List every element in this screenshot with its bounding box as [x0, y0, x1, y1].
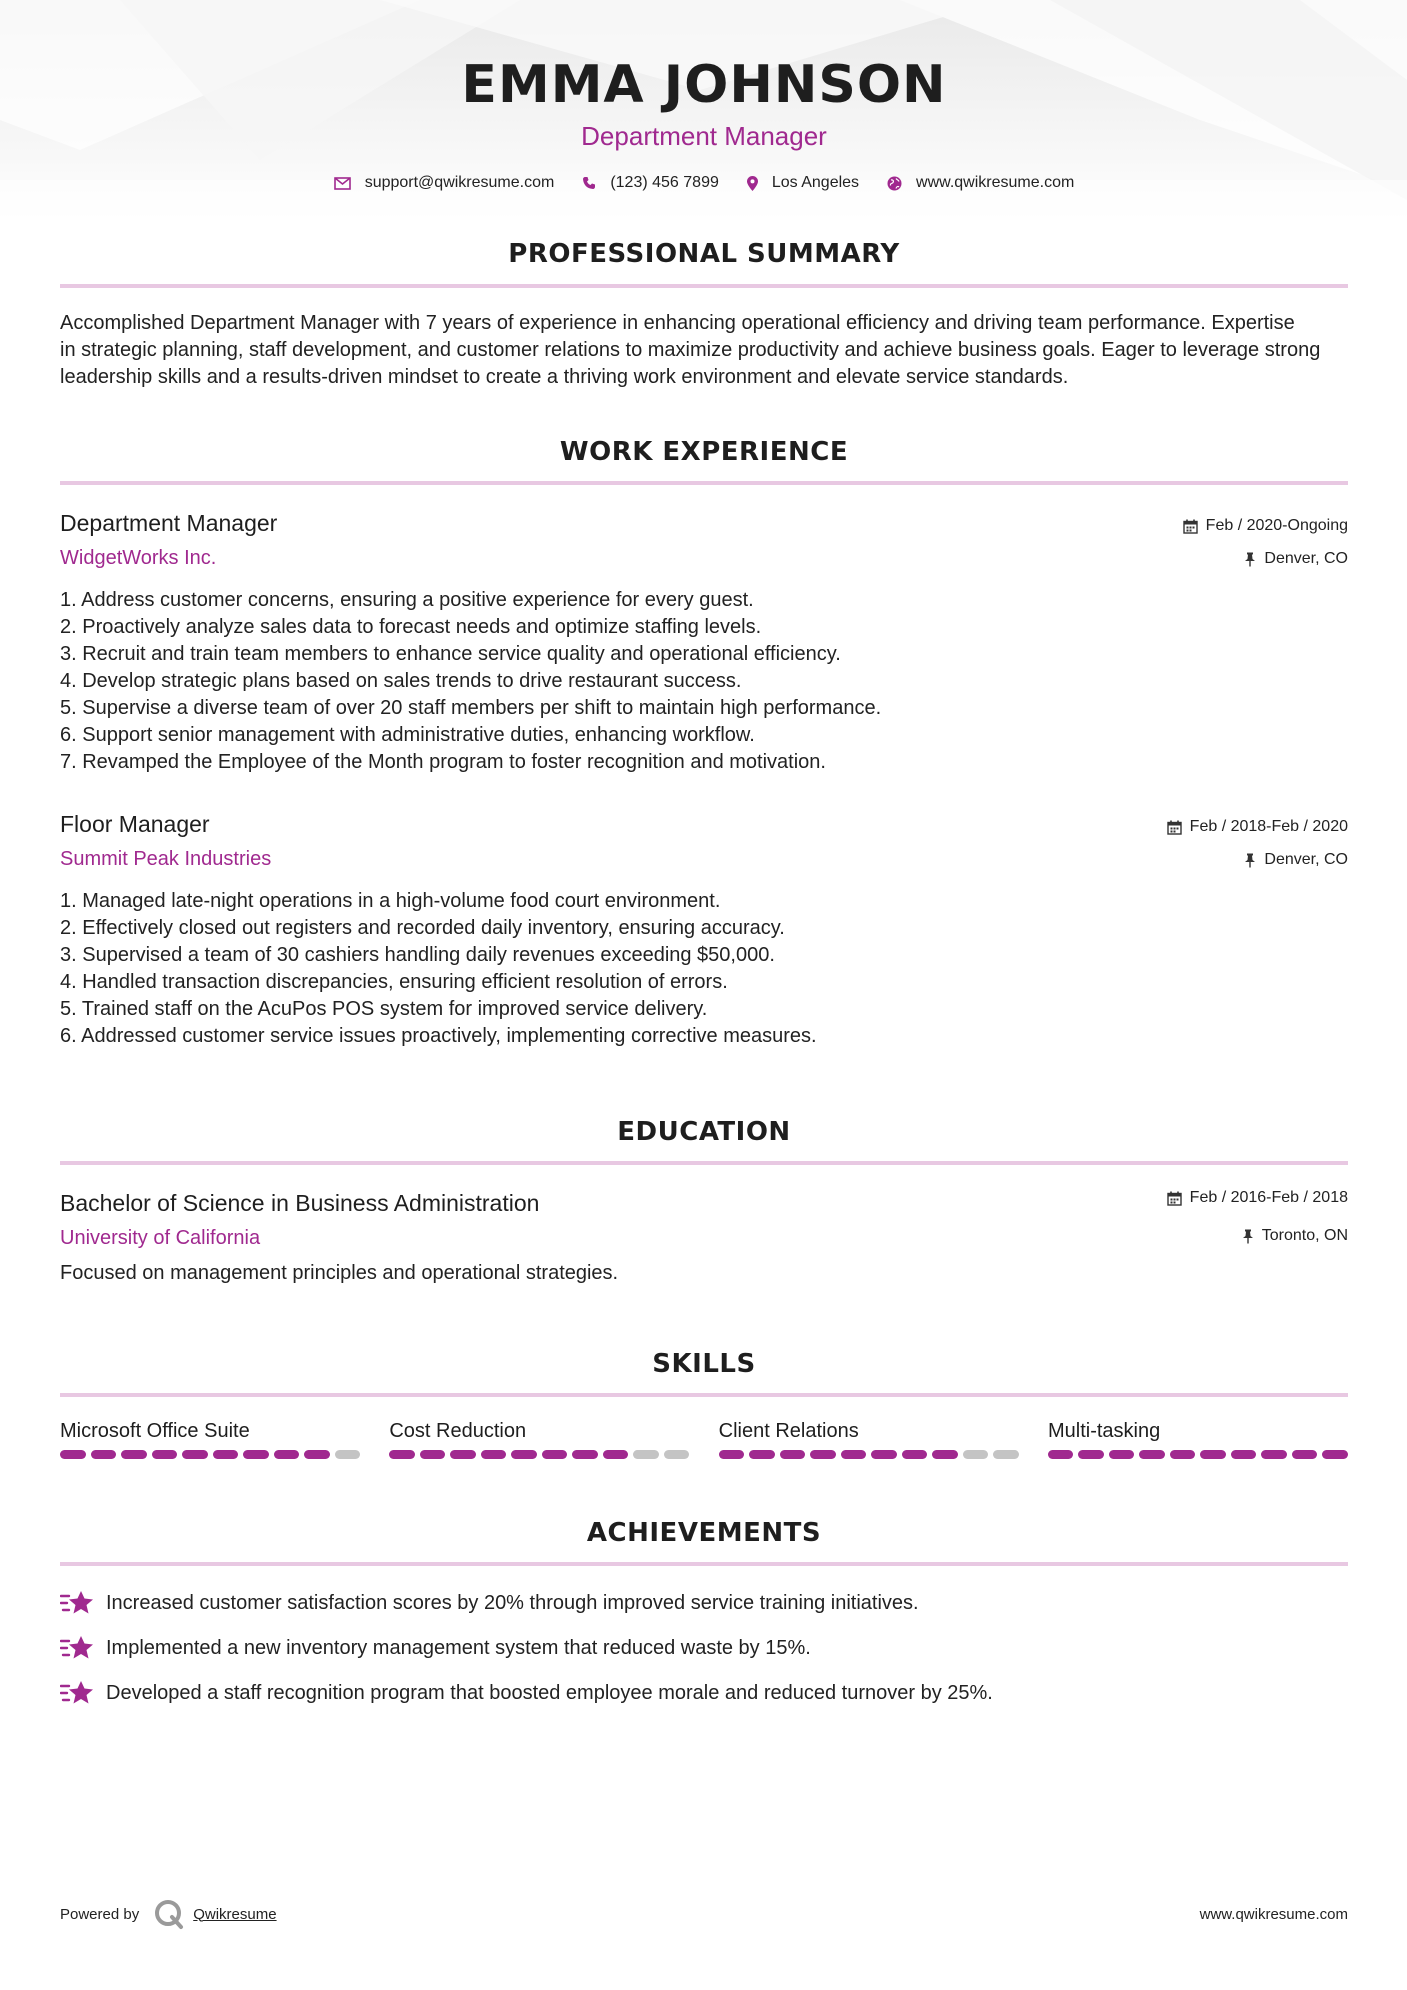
- skill-segment-filled: [1170, 1450, 1196, 1459]
- skill-segment-filled: [719, 1450, 745, 1459]
- skill-segment-filled: [182, 1450, 208, 1459]
- pushpin-icon: [1244, 552, 1256, 567]
- job-location: [1244, 851, 1348, 869]
- contact-location: [747, 174, 859, 192]
- summary-line: Accomplished Department Manager with 7 years of experience in enhancing operational efficiency and driving team performance. Expertise: [60, 312, 1295, 334]
- skill-segment-empty: [335, 1450, 361, 1459]
- skills-divider: [60, 1393, 1348, 1397]
- skill-level-bar: [1048, 1450, 1348, 1459]
- job-date-text: Feb / 2018-Feb / 2020: [1189, 818, 1348, 835]
- job-title: Department Manager: [60, 510, 278, 536]
- job-responsibilities: [60, 888, 817, 1050]
- summary-divider: [60, 284, 1348, 288]
- shooting-star-icon: [60, 1590, 94, 1616]
- skill-segment-filled: [1292, 1450, 1318, 1459]
- skill-segment-filled: [932, 1450, 958, 1459]
- job-date: [1183, 517, 1348, 535]
- calendar-icon: [1167, 1191, 1182, 1206]
- skill-segment-filled: [603, 1450, 629, 1459]
- list-item: 5. Trained staff on the AcuPos POS system for improved service delivery.: [60, 998, 708, 1020]
- skill-segment-filled: [542, 1450, 568, 1459]
- header-background-shapes: [0, 0, 1407, 230]
- list-item: 2. Effectively closed out registers and recorded daily inventory, ensuring accuracy.: [60, 917, 785, 939]
- achievement-text: Increased customer satisfaction scores by 20% through improved service training initiatives.: [106, 1591, 919, 1614]
- education-heading: EDUCATION: [617, 1117, 791, 1147]
- qwikresume-link[interactable]: Qwikresume: [193, 1905, 277, 1923]
- skill-segment-filled: [572, 1450, 598, 1459]
- skill-level-bar: [719, 1450, 1019, 1459]
- skill-level-bar: [60, 1450, 360, 1459]
- skill-name: Client Relations: [718, 1420, 859, 1442]
- list-item: 3. Supervised a team of 30 cashiers handling daily revenues exceeding $50,000.: [60, 944, 775, 966]
- education-degree: Bachelor of Science in Business Administration: [60, 1190, 540, 1216]
- list-item: 5. Supervise a diverse team of over 20 staff members per shift to maintain high performance.: [60, 697, 882, 719]
- contact-phone[interactable]: [582, 174, 719, 192]
- skill-item: [719, 1420, 1019, 1459]
- list-item: 4. Develop strategic plans based on sales trends to drive restaurant success.: [60, 670, 742, 692]
- achievement-item: [60, 1635, 811, 1661]
- experience-divider: [60, 481, 1348, 485]
- skill-segment-filled: [420, 1450, 446, 1459]
- shooting-star-icon: [60, 1635, 94, 1661]
- education-description: Focused on management principles and operational strategies.: [60, 1262, 619, 1284]
- achievements-divider: [60, 1562, 1348, 1566]
- envelope-icon: [334, 177, 351, 190]
- achievement-text: Implemented a new inventory management system that reduced waste by 15%.: [106, 1636, 811, 1659]
- pushpin-icon: [1242, 1229, 1254, 1244]
- powered-by-label: Powered by: [60, 1905, 140, 1923]
- skill-segment-filled: [1078, 1450, 1104, 1459]
- footer-powered-by: [60, 1898, 277, 1930]
- calendar-icon: [1167, 820, 1182, 835]
- education-school: University of California: [60, 1227, 261, 1249]
- job-date-text: Feb / 2020-Ongoing: [1205, 517, 1348, 534]
- skill-segment-filled: [121, 1450, 147, 1459]
- skill-name: Multi-tasking: [1047, 1420, 1161, 1442]
- skill-item: [389, 1420, 689, 1459]
- achievement-item: [60, 1680, 993, 1706]
- skill-segment-filled: [902, 1450, 928, 1459]
- job-company: WidgetWorks Inc.: [60, 547, 217, 569]
- list-item: 4. Handled transaction discrepancies, ensuring efficient resolution of errors.: [60, 971, 728, 993]
- list-item: 6. Addressed customer service issues proactively, implementing corrective measures.: [60, 1025, 817, 1047]
- job-location-text: Denver, CO: [1264, 550, 1348, 567]
- skill-segment-filled: [1200, 1450, 1226, 1459]
- contact-website[interactable]: [887, 174, 1074, 192]
- footer-website[interactable]: www.qwikresume.com: [1199, 1906, 1348, 1923]
- list-item: 1. Address customer concerns, ensuring a positive experience for every guest.: [60, 589, 754, 611]
- skill-segment-empty: [993, 1450, 1019, 1459]
- map-marker-icon: [747, 176, 758, 191]
- contact-bar: [60, 174, 1348, 192]
- list-item: 2. Proactively analyze sales data to forecast needs and optimize staffing levels.: [60, 616, 762, 638]
- job-location-text: Denver, CO: [1264, 851, 1348, 868]
- candidate-name: EMMA JOHNSON: [461, 55, 947, 115]
- list-item: 3. Recruit and train team members to enhance service quality and operational efficiency.: [60, 643, 841, 665]
- education-location-text: Toronto, ON: [1261, 1227, 1348, 1244]
- list-item: 6. Support senior management with administrative duties, enhancing workflow.: [60, 724, 755, 746]
- skill-name: Cost Reduction: [389, 1420, 527, 1442]
- skill-name: Microsoft Office Suite: [60, 1420, 250, 1442]
- contact-email[interactable]: [334, 174, 555, 192]
- skill-segment-filled: [274, 1450, 300, 1459]
- skill-segment-filled: [810, 1450, 836, 1459]
- summary-heading: PROFESSIONAL SUMMARY: [508, 239, 900, 269]
- contact-location-text: Los Angeles: [771, 174, 860, 191]
- phone-icon: [582, 176, 596, 190]
- contact-website-text: www.qwikresume.com: [916, 174, 1075, 191]
- job-date: [1167, 818, 1348, 836]
- skill-segment-filled: [871, 1450, 897, 1459]
- skill-segment-filled: [1261, 1450, 1287, 1459]
- list-item: 1. Managed late-night operations in a high-volume food court environment.: [60, 890, 721, 912]
- achievement-item: [60, 1590, 919, 1616]
- skill-segment-filled: [1109, 1450, 1135, 1459]
- education-date: [1167, 1189, 1348, 1207]
- pushpin-icon: [1244, 853, 1256, 868]
- skill-segment-filled: [243, 1450, 269, 1459]
- skill-segment-filled: [450, 1450, 476, 1459]
- skill-item: [1048, 1420, 1348, 1459]
- skill-segment-filled: [1048, 1450, 1074, 1459]
- summary-line: in strategic planning, staff development, and customer relations to maximize productivity and achieve business goals. Eager to leverage strong: [60, 339, 1321, 361]
- skill-segment-filled: [389, 1450, 415, 1459]
- skill-segment-filled: [481, 1450, 507, 1459]
- skill-segment-empty: [963, 1450, 989, 1459]
- skill-segment-filled: [152, 1450, 178, 1459]
- achievements-heading: ACHIEVEMENTS: [586, 1518, 822, 1548]
- qwikresume-logo-icon: [153, 1898, 185, 1930]
- skill-segment-filled: [780, 1450, 806, 1459]
- skill-segment-filled: [213, 1450, 239, 1459]
- education-divider: [60, 1161, 1348, 1165]
- skill-segment-filled: [91, 1450, 117, 1459]
- skill-segment-empty: [664, 1450, 690, 1459]
- calendar-icon: [1183, 519, 1198, 534]
- summary-line: leadership skills and a results-driven mindset to create a thriving work environment and elevate service standards.: [60, 366, 1069, 388]
- experience-heading: WORK EXPERIENCE: [559, 437, 849, 467]
- skill-item: [60, 1420, 360, 1459]
- job-location: [1244, 550, 1348, 568]
- skill-segment-filled: [1139, 1450, 1165, 1459]
- skill-segment-filled: [749, 1450, 775, 1459]
- skill-segment-filled: [1231, 1450, 1257, 1459]
- achievement-text: Developed a staff recognition program that boosted employee morale and reduced turnover by 25%.: [106, 1681, 993, 1704]
- skill-segment-filled: [60, 1450, 86, 1459]
- skills-list: [60, 1420, 1348, 1459]
- skill-level-bar: [389, 1450, 689, 1459]
- skill-segment-filled: [304, 1450, 330, 1459]
- contact-email-text: support@qwikresume.com: [364, 174, 555, 191]
- skill-segment-filled: [841, 1450, 867, 1459]
- candidate-title: Department Manager: [581, 121, 827, 151]
- shooting-star-icon: [60, 1680, 94, 1706]
- education-location: [1242, 1227, 1348, 1245]
- list-item: 7. Revamped the Employee of the Month program to foster recognition and motivation.: [60, 751, 826, 773]
- summary-text: [60, 310, 1348, 391]
- skill-segment-empty: [633, 1450, 659, 1459]
- job-title: Floor Manager: [60, 811, 210, 837]
- contact-phone-text: (123) 456 7899: [610, 174, 719, 191]
- job-responsibilities: [60, 587, 881, 776]
- education-date-text: Feb / 2016-Feb / 2018: [1189, 1189, 1348, 1206]
- skills-heading: SKILLS: [652, 1349, 756, 1379]
- job-company: Summit Peak Industries: [60, 848, 272, 870]
- globe-icon: [887, 176, 902, 191]
- skill-segment-filled: [1322, 1450, 1348, 1459]
- skill-segment-filled: [511, 1450, 537, 1459]
